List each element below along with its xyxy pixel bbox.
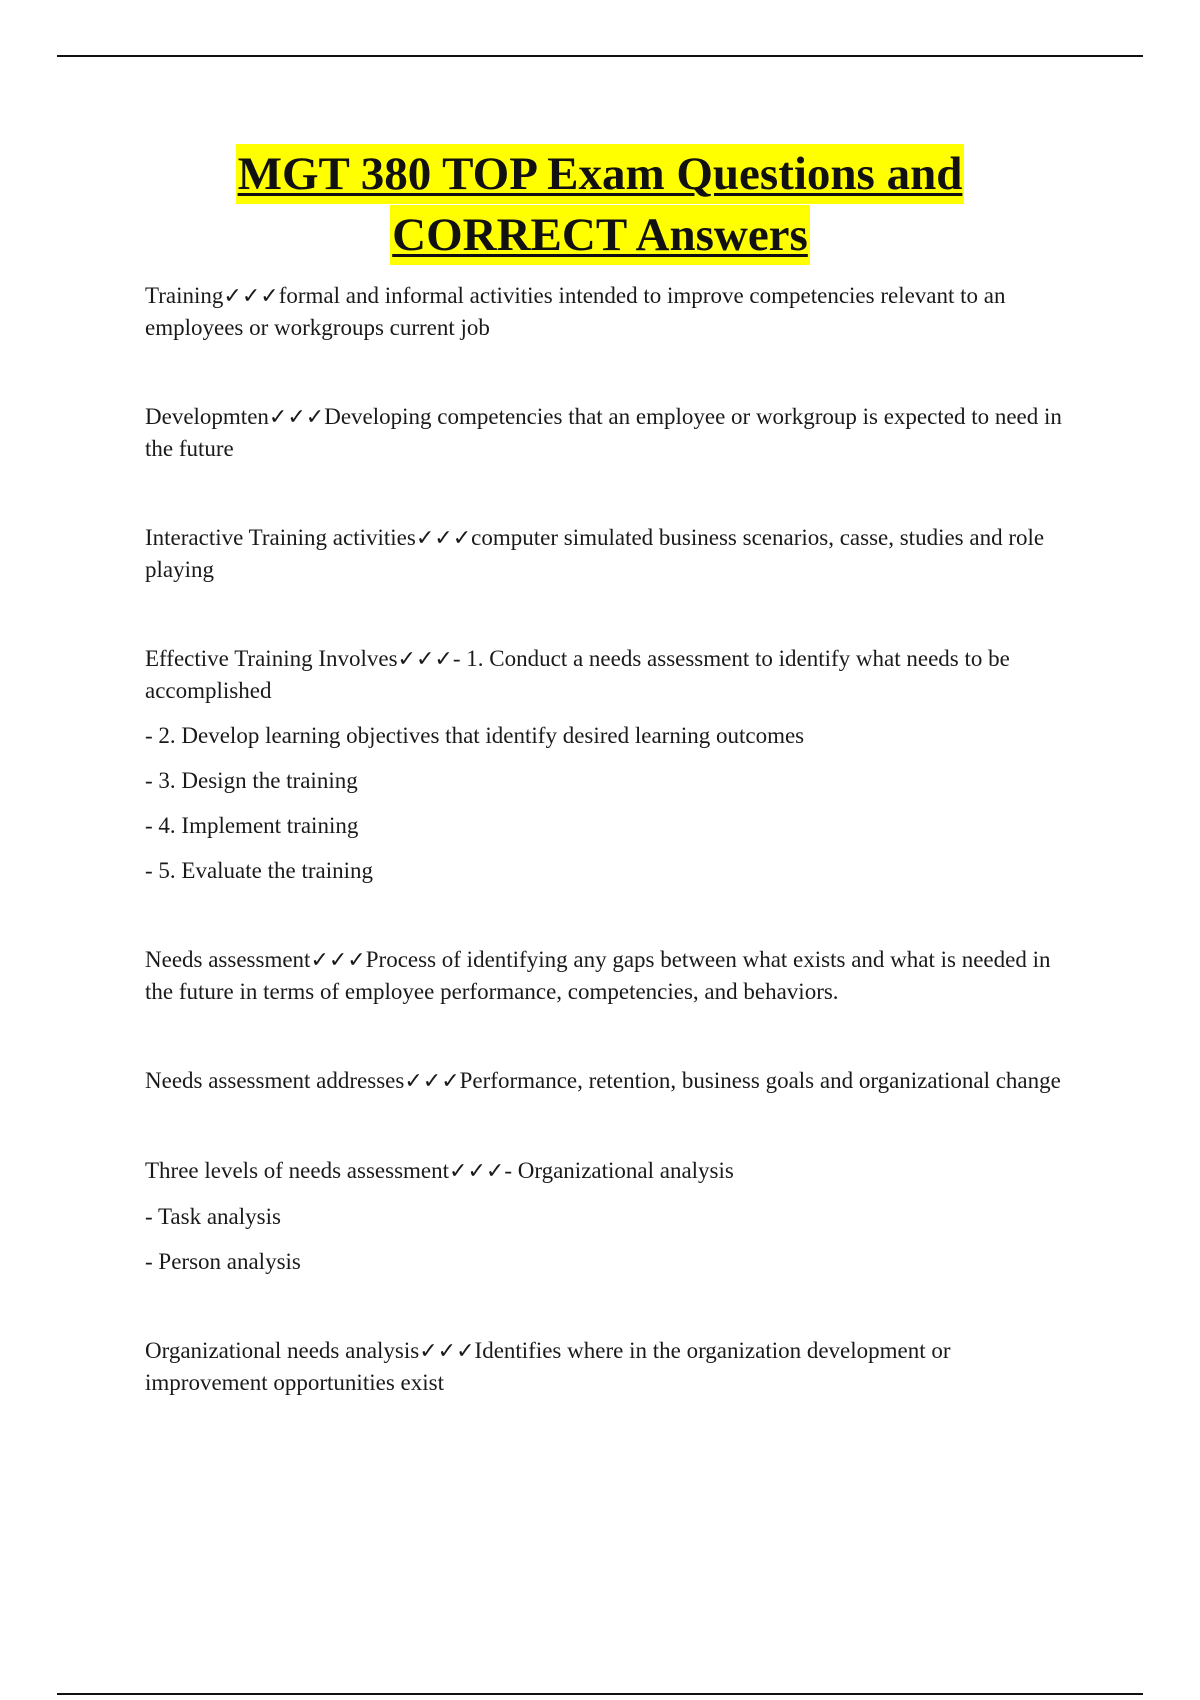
qa-entry-text bbox=[145, 1335, 1065, 1398]
checkmark-icon: ✓✓✓ bbox=[415, 526, 472, 551]
qa-entry bbox=[145, 280, 1065, 343]
qa-entry bbox=[145, 1065, 1065, 1097]
title-line-1: MGT 380 TOP Exam Questions and bbox=[236, 144, 965, 204]
qa-entry-text bbox=[145, 643, 1065, 706]
entry-term: Three levels of needs assessment bbox=[145, 1158, 450, 1183]
entry-definition: - Organizational analysis bbox=[504, 1158, 734, 1183]
entry-definition: Developing competencies that an employee or workgroup is expected to need in the future bbox=[145, 404, 1062, 461]
checkmark-icon: ✓✓✓ bbox=[419, 1339, 475, 1364]
qa-entry-text bbox=[145, 401, 1065, 464]
qa-entry-text bbox=[145, 280, 1065, 343]
entry-definition: Process of identifying any gaps between what exists and what is needed in the future in terms of employee performance, competencies, and behaviors. bbox=[145, 947, 1051, 1004]
qa-entry bbox=[145, 643, 1065, 886]
qa-entry-text bbox=[145, 1155, 1065, 1187]
entry-definition: Identifies where in the organization development or improvement opportunities exist bbox=[145, 1338, 951, 1395]
qa-entry bbox=[145, 1155, 1065, 1277]
checkmark-icon: ✓✓✓ bbox=[449, 1159, 505, 1184]
entry-term: Needs assessment addresses bbox=[145, 1068, 405, 1093]
checkmark-icon: ✓✓✓ bbox=[310, 948, 366, 973]
list-item: - Person analysis bbox=[145, 1249, 301, 1274]
checkmark-icon: ✓✓✓ bbox=[397, 647, 453, 672]
list-item: - 4. Implement training bbox=[145, 813, 359, 838]
bottom-rule bbox=[57, 1693, 1143, 1695]
qa-entry bbox=[145, 401, 1065, 464]
entry-definition: Performance, retention, business goals and organizational change bbox=[459, 1068, 1061, 1093]
entry-term: Interactive Training activities bbox=[145, 525, 416, 550]
checkmark-icon: ✓✓✓ bbox=[404, 1069, 460, 1094]
qa-entry-text bbox=[145, 522, 1065, 585]
entry-term: Training bbox=[145, 283, 224, 308]
qa-entry-text bbox=[145, 944, 1065, 1007]
checkmark-icon: ✓✓✓ bbox=[223, 284, 279, 309]
entry-term: Effective Training Involves bbox=[145, 646, 398, 671]
entry-definition: formal and informal activities intended to improve competencies relevant to an employees or workgroups current job bbox=[145, 283, 1006, 340]
top-rule bbox=[57, 55, 1143, 57]
qa-entry bbox=[145, 1335, 1065, 1398]
list-item: - 5. Evaluate the training bbox=[145, 858, 374, 883]
checkmark-icon: ✓✓✓ bbox=[268, 405, 325, 430]
entry-term: Developmten bbox=[145, 404, 269, 429]
entry-definition: - 1. Conduct a needs assessment to identify what needs to be accomplished bbox=[145, 646, 1010, 703]
qa-entry bbox=[145, 522, 1065, 585]
entry-term: Organizational needs analysis bbox=[145, 1338, 420, 1363]
list-item: - Task analysis bbox=[145, 1204, 281, 1229]
entry-term: Needs assessment bbox=[145, 947, 311, 972]
list-item: - 2. Develop learning objectives that identify desired learning outcomes bbox=[145, 723, 805, 748]
list-item: - 3. Design the training bbox=[145, 768, 358, 793]
entry-definition: computer simulated business scenarios, casse, studies and role playing bbox=[145, 525, 1045, 582]
title-line-2: CORRECT Answers bbox=[390, 205, 810, 265]
qa-list bbox=[145, 280, 1065, 1398]
qa-entry-text bbox=[145, 1065, 1065, 1097]
page-title bbox=[0, 144, 1200, 266]
qa-entry bbox=[145, 944, 1065, 1007]
